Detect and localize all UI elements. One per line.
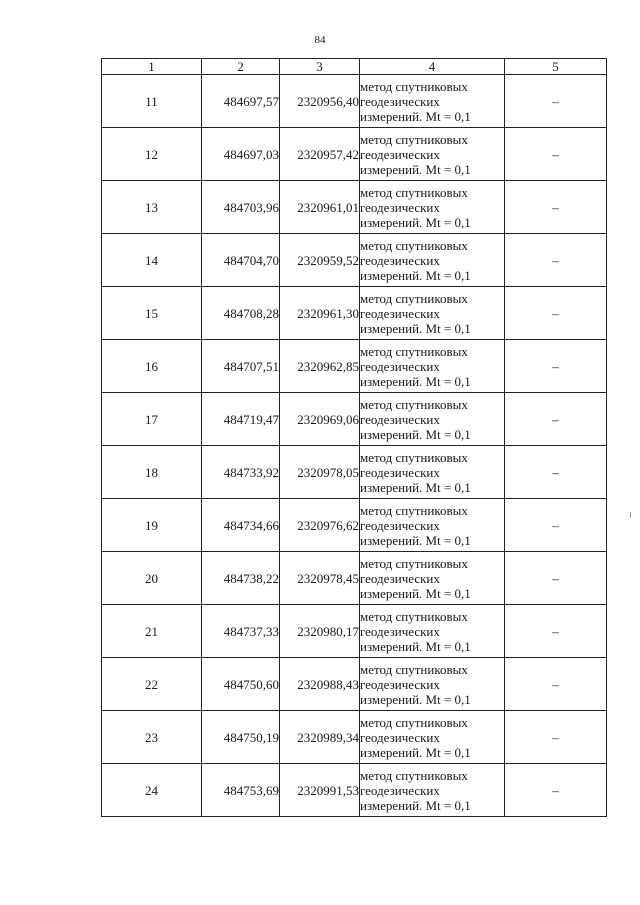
- method-line: измерений. Mt = 0,1: [360, 108, 471, 124]
- point-number-cell: 23: [102, 711, 202, 764]
- coordinate-x-cell: 484704,70: [202, 234, 280, 287]
- coordinate-x-cell: 484708,28: [202, 287, 280, 340]
- page-number: 84: [314, 34, 326, 46]
- header-cell-4: 4: [360, 59, 505, 75]
- method-line: метод спутниковых: [360, 184, 468, 200]
- note-cell: –: [505, 287, 607, 340]
- coordinate-x-cell: 484738,22: [202, 552, 280, 605]
- coordinate-y-cell: 2320961,01: [280, 181, 360, 234]
- note-cell: –: [505, 234, 607, 287]
- table-row: [102, 446, 607, 499]
- point-number-cell: 17: [102, 393, 202, 446]
- coordinate-x-cell: 484719,47: [202, 393, 280, 446]
- method-cell: [360, 552, 505, 605]
- method-cell: [360, 658, 505, 711]
- point-number-cell: 13: [102, 181, 202, 234]
- method-line: метод спутниковых: [360, 767, 468, 783]
- method-line: метод спутниковых: [360, 661, 468, 677]
- method-cell: [360, 181, 505, 234]
- method-line: геодезических: [360, 729, 440, 745]
- note-cell: –: [505, 340, 607, 393]
- coordinate-x-cell: 484737,33: [202, 605, 280, 658]
- note-cell: –: [505, 552, 607, 605]
- coordinate-x-cell: 484750,60: [202, 658, 280, 711]
- method-line: геодезических: [360, 146, 440, 162]
- coordinate-y-cell: 2320978,45: [280, 552, 360, 605]
- note-cell: –: [505, 128, 607, 181]
- table-row: [102, 234, 607, 287]
- point-number-cell: 14: [102, 234, 202, 287]
- method-cell: [360, 340, 505, 393]
- method-line: геодезических: [360, 252, 440, 268]
- method-line: измерений. Mt = 0,1: [360, 744, 471, 760]
- point-number-cell: 22: [102, 658, 202, 711]
- method-cell: [360, 605, 505, 658]
- method-line: метод спутниковых: [360, 714, 468, 730]
- point-number-cell: 12: [102, 128, 202, 181]
- point-number-cell: 24: [102, 764, 202, 817]
- method-line: метод спутниковых: [360, 449, 468, 465]
- header-cell-1: 1: [102, 59, 202, 75]
- method-line: метод спутниковых: [360, 237, 468, 253]
- method-line: измерений. Mt = 0,1: [360, 638, 471, 654]
- method-line: измерений. Mt = 0,1: [360, 214, 471, 230]
- coordinate-y-cell: 2320978,05: [280, 446, 360, 499]
- method-cell: [360, 287, 505, 340]
- method-line: измерений. Mt = 0,1: [360, 426, 471, 442]
- coordinate-y-cell: 2320976,62: [280, 499, 360, 552]
- table-row: [102, 552, 607, 605]
- method-line: измерений. Mt = 0,1: [360, 479, 471, 495]
- method-line: геодезических: [360, 358, 440, 374]
- note-cell: –: [505, 446, 607, 499]
- table-row: [102, 393, 607, 446]
- method-line: геодезических: [360, 464, 440, 480]
- table-row: [102, 499, 607, 552]
- table-row: [102, 181, 607, 234]
- method-cell: [360, 393, 505, 446]
- header-cell-2: 2: [202, 59, 280, 75]
- method-line: геодезических: [360, 93, 440, 109]
- method-line: измерений. Mt = 0,1: [360, 320, 471, 336]
- note-cell: –: [505, 499, 607, 552]
- method-cell: [360, 128, 505, 181]
- coordinate-y-cell: 2320980,17: [280, 605, 360, 658]
- note-cell: –: [505, 605, 607, 658]
- method-cell: [360, 764, 505, 817]
- method-line: геодезических: [360, 305, 440, 321]
- method-cell: [360, 446, 505, 499]
- coordinate-y-cell: 2320991,53: [280, 764, 360, 817]
- method-cell: [360, 75, 505, 128]
- coordinate-x-cell: 484734,66: [202, 499, 280, 552]
- note-cell: –: [505, 711, 607, 764]
- coordinate-y-cell: 2320957,42: [280, 128, 360, 181]
- method-line: метод спутниковых: [360, 396, 468, 412]
- method-line: измерений. Mt = 0,1: [360, 532, 471, 548]
- table-row: [102, 287, 607, 340]
- method-line: геодезических: [360, 199, 440, 215]
- table-row: [102, 658, 607, 711]
- method-line: геодезических: [360, 570, 440, 586]
- coordinate-x-cell: 484750,19: [202, 711, 280, 764]
- coordinate-y-cell: 2320959,52: [280, 234, 360, 287]
- coordinate-x-cell: 484697,03: [202, 128, 280, 181]
- coordinate-y-cell: 2320961,30: [280, 287, 360, 340]
- point-number-cell: 18: [102, 446, 202, 499]
- header-cell-3: 3: [280, 59, 360, 75]
- coordinates-table: [101, 58, 607, 817]
- method-cell: [360, 234, 505, 287]
- method-line: метод спутниковых: [360, 290, 468, 306]
- header-row: [102, 59, 607, 75]
- method-line: геодезических: [360, 411, 440, 427]
- method-line: метод спутниковых: [360, 78, 468, 94]
- note-cell: –: [505, 658, 607, 711]
- coordinate-y-cell: 2320989,34: [280, 711, 360, 764]
- method-line: метод спутниковых: [360, 502, 468, 518]
- note-cell: –: [505, 75, 607, 128]
- method-line: метод спутниковых: [360, 555, 468, 571]
- table-row: [102, 605, 607, 658]
- table-row: [102, 764, 607, 817]
- method-line: измерений. Mt = 0,1: [360, 267, 471, 283]
- coordinate-y-cell: 2320962,85: [280, 340, 360, 393]
- point-number-cell: 15: [102, 287, 202, 340]
- point-number-cell: 21: [102, 605, 202, 658]
- method-line: геодезических: [360, 517, 440, 533]
- scan-artifact: [630, 512, 631, 518]
- table-row: [102, 128, 607, 181]
- note-cell: –: [505, 393, 607, 446]
- table-header: [102, 59, 607, 75]
- coordinate-x-cell: 484697,57: [202, 75, 280, 128]
- table-body: [102, 75, 607, 817]
- method-line: метод спутниковых: [360, 131, 468, 147]
- coordinate-y-cell: 2320956,40: [280, 75, 360, 128]
- method-line: метод спутниковых: [360, 343, 468, 359]
- point-number-cell: 16: [102, 340, 202, 393]
- method-line: геодезических: [360, 623, 440, 639]
- point-number-cell: 11: [102, 75, 202, 128]
- table-row: [102, 75, 607, 128]
- table-row: [102, 711, 607, 764]
- point-number-cell: 20: [102, 552, 202, 605]
- method-line: геодезических: [360, 782, 440, 798]
- table-row: [102, 340, 607, 393]
- coordinate-x-cell: 484733,92: [202, 446, 280, 499]
- method-cell: [360, 711, 505, 764]
- point-number-cell: 19: [102, 499, 202, 552]
- coordinate-y-cell: 2320988,43: [280, 658, 360, 711]
- method-line: измерений. Mt = 0,1: [360, 373, 471, 389]
- coordinate-x-cell: 484753,69: [202, 764, 280, 817]
- method-cell: [360, 499, 505, 552]
- method-line: измерений. Mt = 0,1: [360, 161, 471, 177]
- coordinate-x-cell: 484703,96: [202, 181, 280, 234]
- method-line: геодезических: [360, 676, 440, 692]
- method-line: измерений. Mt = 0,1: [360, 691, 471, 707]
- note-cell: –: [505, 764, 607, 817]
- method-line: измерений. Mt = 0,1: [360, 585, 471, 601]
- method-line: измерений. Mt = 0,1: [360, 797, 471, 813]
- header-cell-5: 5: [505, 59, 607, 75]
- coordinate-y-cell: 2320969,06: [280, 393, 360, 446]
- method-line: метод спутниковых: [360, 608, 468, 624]
- note-cell: –: [505, 181, 607, 234]
- coordinate-x-cell: 484707,51: [202, 340, 280, 393]
